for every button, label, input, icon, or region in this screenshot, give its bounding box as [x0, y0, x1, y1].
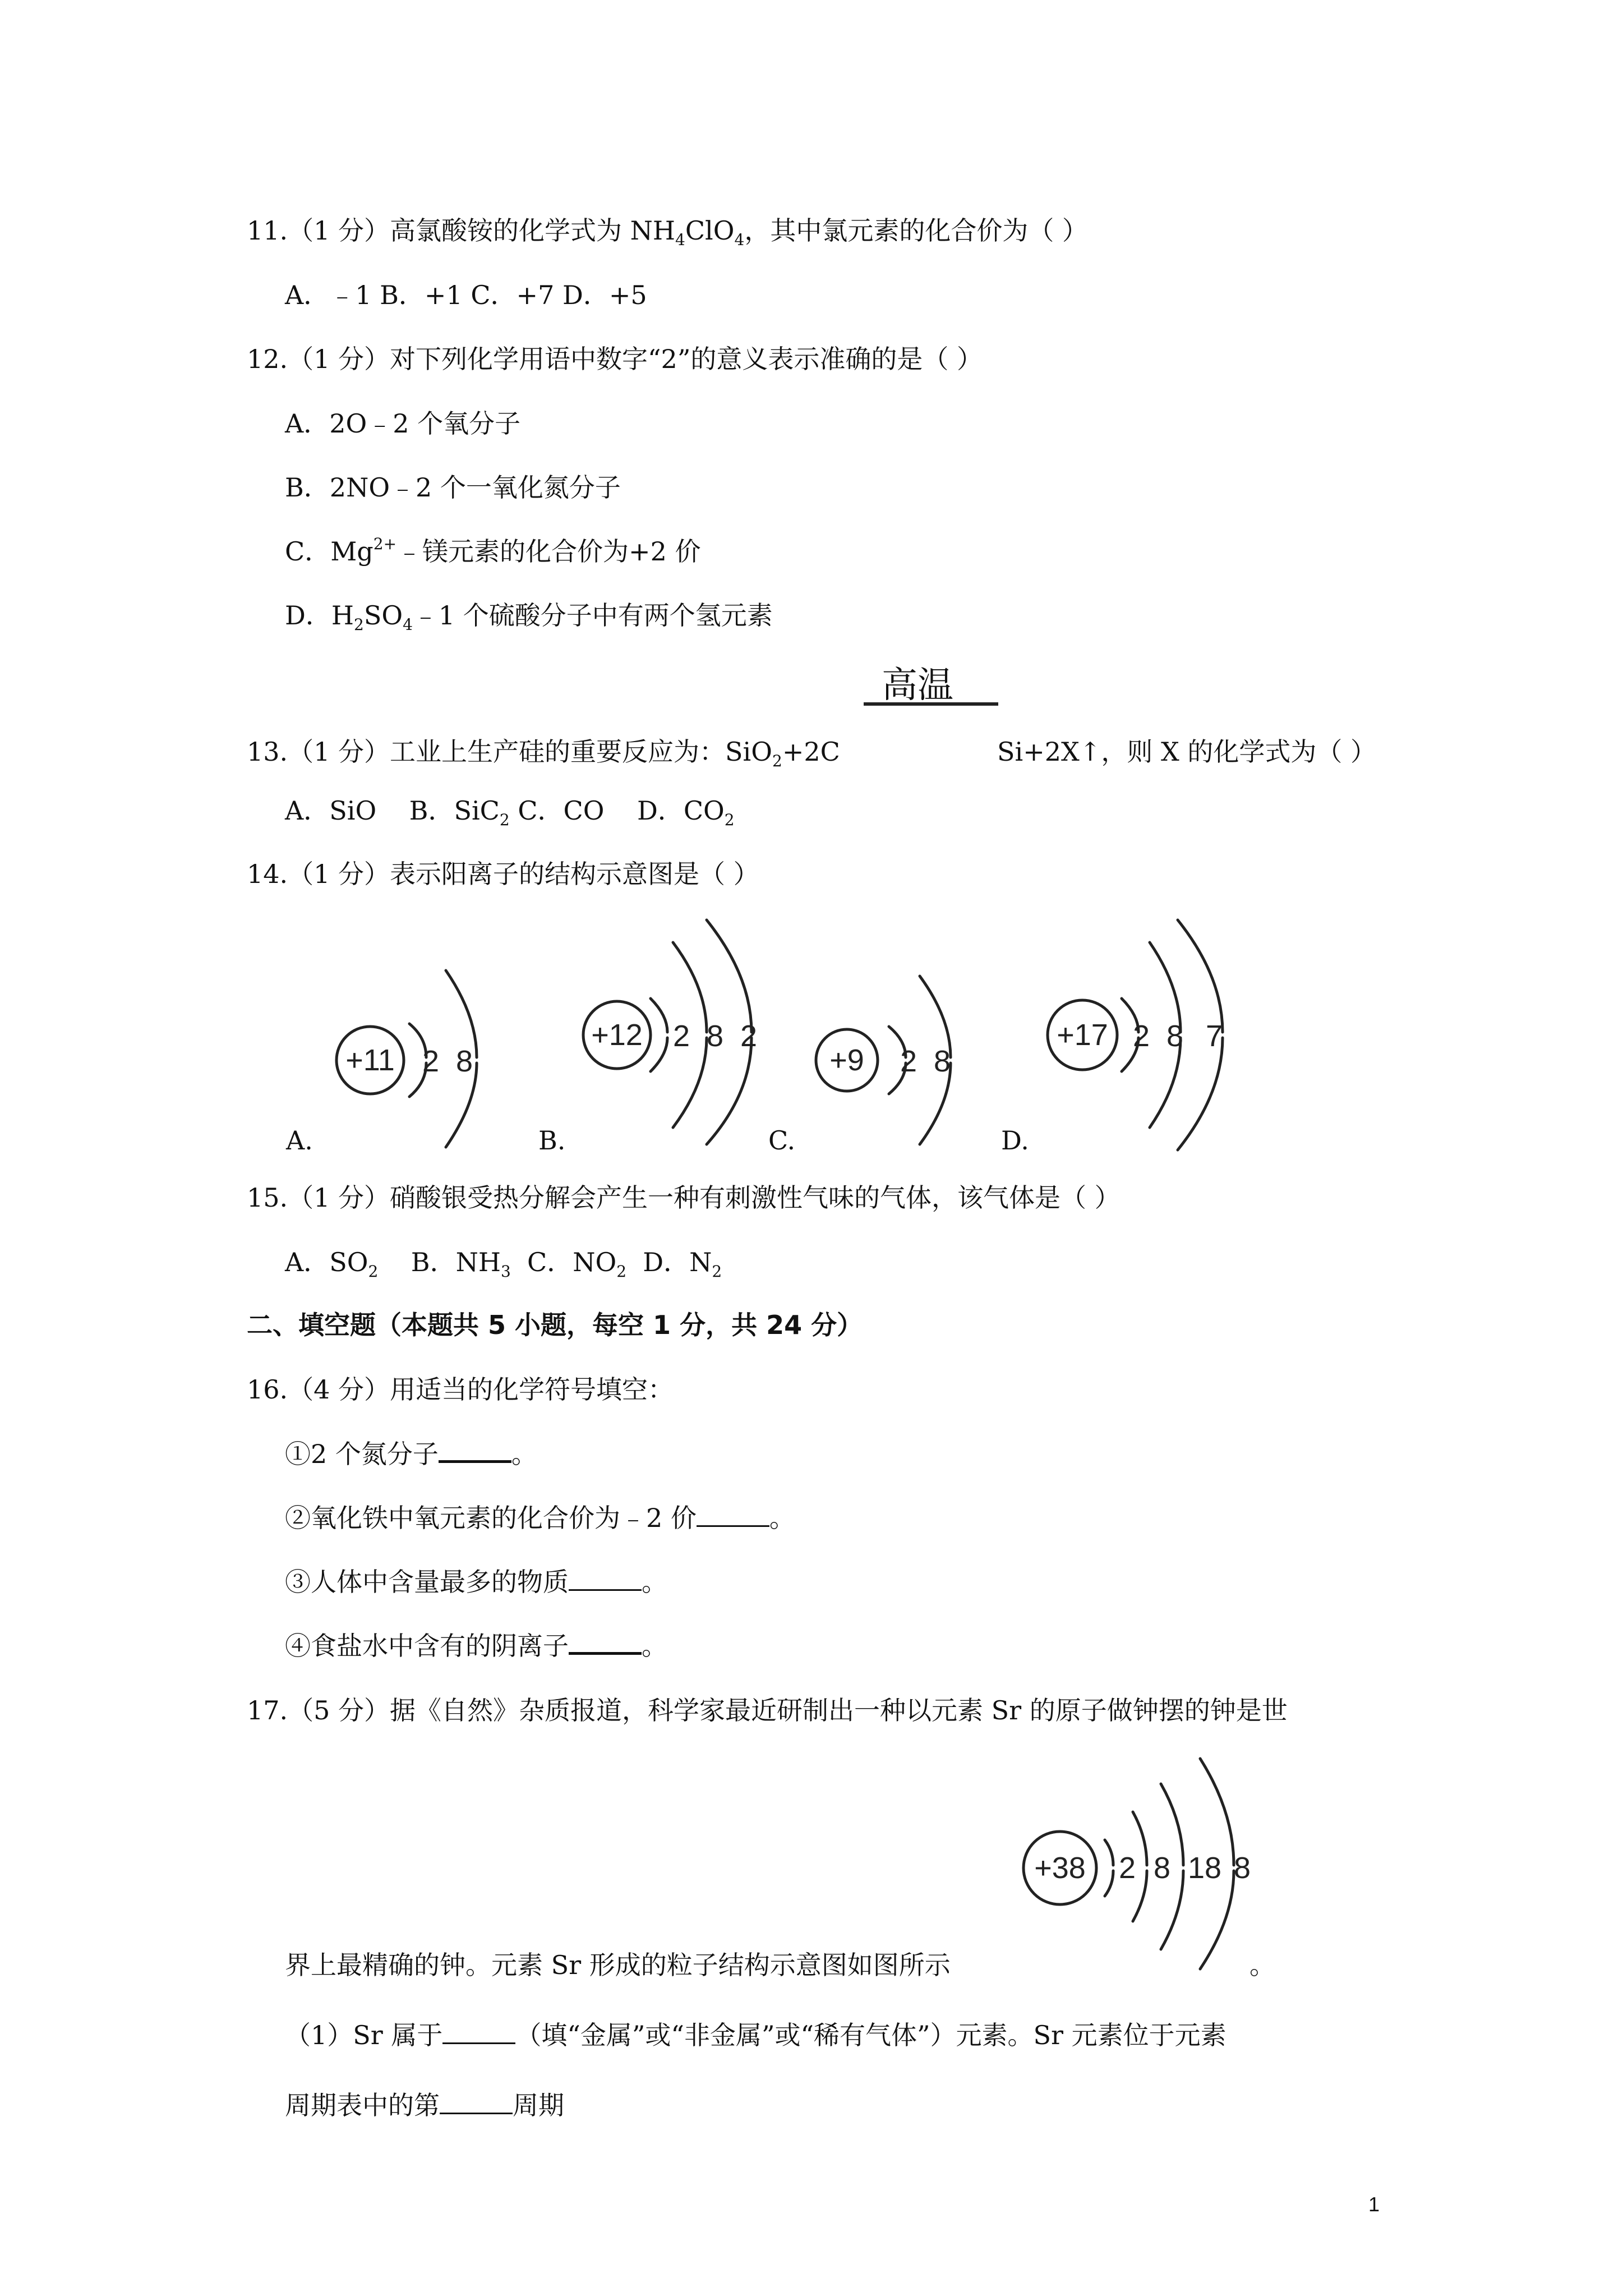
- reaction-condition: 高温: [864, 656, 998, 718]
- q12-option-a: A．2O﹣2 个氧分子: [285, 408, 521, 439]
- q15-stem: 15.（1 分）硝酸银受热分解会产生一种有刺激性气味的气体，该气体是（ ）: [247, 1182, 1121, 1213]
- sr-shell-2: 8: [1153, 1851, 1171, 1885]
- atom-b-nucleus: +12: [591, 1018, 643, 1052]
- q14-label-c: C.: [768, 1125, 796, 1156]
- answer-blank[interactable]: [697, 1525, 769, 1527]
- atom-b-shell3-lower: [707, 1038, 751, 1144]
- condition-arrow-line: [864, 702, 998, 706]
- sr-shell-3: 18: [1187, 1851, 1222, 1885]
- atom-c-shell-1: 2: [900, 1045, 917, 1078]
- q17-part-1: （1）Sr 属于 （填“金属”或“非金属”或“稀有气体”）元素。Sr 元素位于元素: [285, 2020, 1227, 2050]
- q17-stem-2-end: 。: [1249, 1950, 1275, 1980]
- sr-atom-diagram: [1015, 1750, 1273, 1975]
- sr-shell1-lower: [1105, 1871, 1113, 1896]
- atom-d-shell-2: 8: [1166, 1019, 1184, 1053]
- q14-label-a: A.: [286, 1125, 313, 1156]
- answer-blank[interactable]: [442, 2042, 515, 2044]
- atom-a-nucleus: +11: [345, 1043, 395, 1077]
- atom-c-shell-2: 8: [933, 1045, 951, 1078]
- q13-stem-tail: Si+2X↑，则 X 的化学式为（ ）: [997, 737, 1376, 767]
- atom-d-shell3-upper: [1178, 920, 1223, 1032]
- sr-shell-4: 8: [1233, 1851, 1251, 1885]
- sr-shell4-lower: [1200, 1871, 1234, 1969]
- q12-option-b: B．2NO﹣2 个一氧化氮分子: [285, 472, 621, 503]
- atom-b-shell2-upper: [673, 942, 707, 1032]
- atom-a-shell-2: 8: [455, 1045, 473, 1078]
- q16-item-4: ④食盐水中含有的阴离子 。: [285, 1631, 667, 1661]
- q14-label-b: B.: [538, 1125, 566, 1156]
- atom-d-shell-3: 7: [1205, 1019, 1223, 1053]
- atom-c-nucleus: +9: [829, 1043, 864, 1077]
- q16-item-2: ②氧化铁中氧元素的化合价为﹣2 价 。: [285, 1503, 795, 1533]
- section-heading: 二、填空题（本题共 5 小题，每空 1 分，共 24 分）: [247, 1310, 863, 1340]
- page-number: 1: [1368, 2193, 1380, 2216]
- atom-b-shell-1: 2: [672, 1019, 690, 1053]
- atom-d-nucleus: +17: [1057, 1018, 1108, 1052]
- answer-blank[interactable]: [439, 1460, 511, 1463]
- q17-part-1-cont: 周期表中的第 周期: [285, 2090, 564, 2120]
- q16-stem: 16.（4 分）用适当的化学符号填空：: [247, 1374, 674, 1405]
- q14-atom-diagrams: [314, 909, 1436, 1156]
- atom-b-shell-3: 2: [740, 1019, 758, 1053]
- q12-stem: 12.（1 分）对下列化学用语中数字“2”的意义表示准确的是（ ）: [247, 344, 983, 374]
- answer-blank[interactable]: [569, 1589, 642, 1591]
- sr-shell-1: 2: [1118, 1851, 1136, 1885]
- q14-label-d: D.: [1001, 1125, 1029, 1156]
- q17-stem: 17.（5 分）据《自然》杂质报道，科学家最近研制出一种以元素 Sr 的原子做钟摆的钟是世: [247, 1695, 1288, 1726]
- answer-blank[interactable]: [569, 1651, 642, 1655]
- atom-d-shell3-lower: [1178, 1038, 1223, 1150]
- atom-d-shell2-upper: [1150, 942, 1181, 1032]
- atom-b-shell-2: 8: [706, 1019, 724, 1053]
- atom-b-shell3-upper: [707, 920, 751, 1032]
- sr-nucleus: +38: [1034, 1851, 1086, 1885]
- atom-a-shell-1: 2: [422, 1045, 440, 1078]
- answer-blank[interactable]: [440, 2112, 513, 2114]
- q14-stem: 14.（1 分）表示阳离子的结构示意图是（ ）: [247, 859, 759, 889]
- q17-stem-2: 界上最精确的钟。元素 Sr 形成的粒子结构示意图如图所示: [285, 1950, 951, 1980]
- atom-b-shell1-lower: [651, 1038, 667, 1071]
- q11-options: A．﹣1 B．+1 C．+7 D．+5: [285, 280, 647, 310]
- atom-b-shell1-upper: [651, 999, 667, 1032]
- sr-shell1-upper: [1105, 1840, 1113, 1865]
- q13-stem: 13.（1 分）工业上生产硅的重要反应为：SiO$_2$+2C: [247, 737, 840, 770]
- sr-shell4-upper: [1200, 1759, 1234, 1865]
- q13-options: A．SiO B．SiC$_2$ C．CO D．$CO_2$: [285, 795, 735, 829]
- q16-item-1: ①2 个氮分子 。: [285, 1439, 537, 1469]
- q12-option-c: C．$Mg^{2+}﹣$镁元素的化合价为+2 价: [285, 535, 701, 567]
- q11-stem: 11.（1 分）高氯酸铵的化学式为 $NH_4ClO_4$，其中氯元素的化合价为（ ）: [247, 215, 1088, 249]
- q16-item-3: ③人体中含量最多的物质 。: [285, 1567, 667, 1597]
- q15-options: A．$SO_2$ B．$NH_3$ C．$NO_2$ D．$N_2$: [285, 1247, 722, 1281]
- q12-option-d: D．$H_2SO_4﹣1$ 个硫酸分子中有两个氢元素: [285, 600, 773, 634]
- atom-d-shell-1: 2: [1132, 1019, 1150, 1053]
